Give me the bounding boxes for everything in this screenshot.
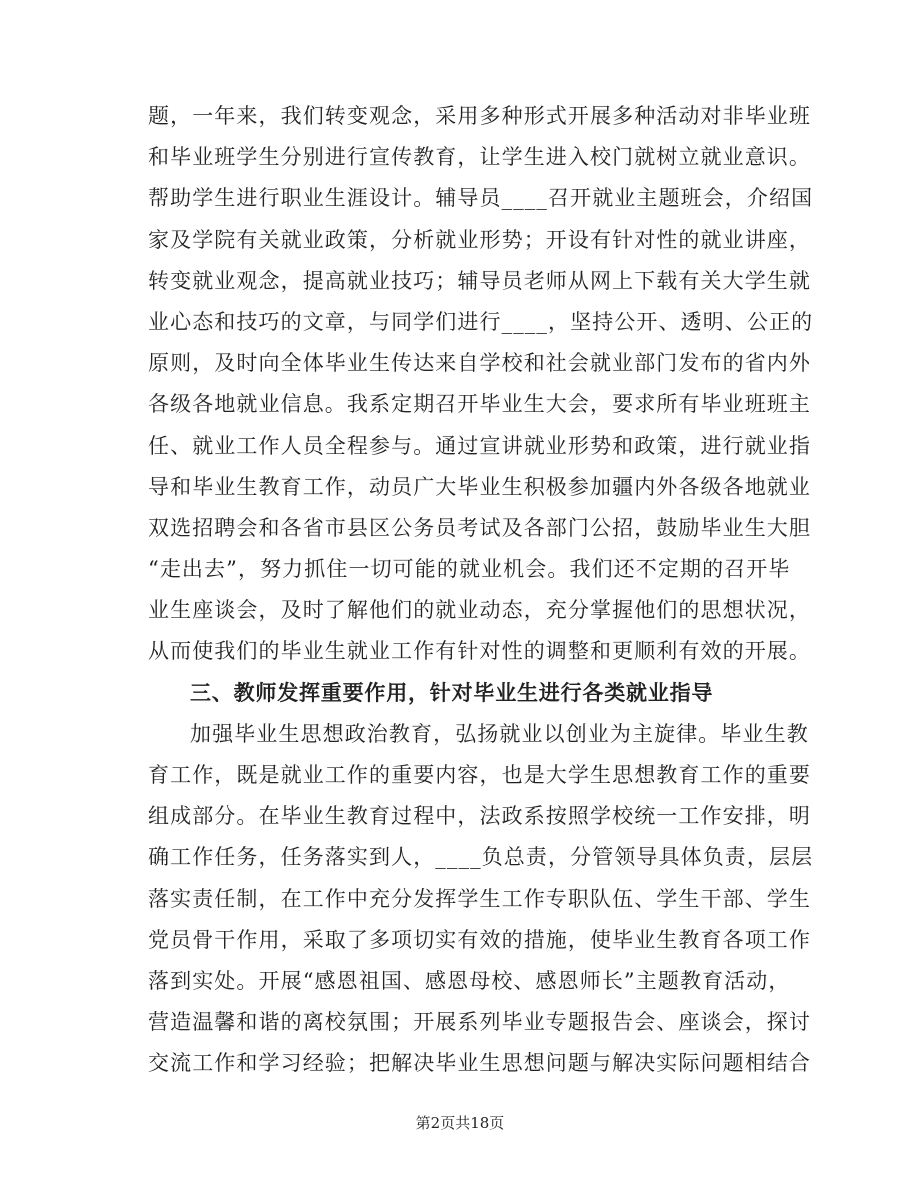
body-line: 育工作，既是就业工作的重要内容，也是大学生思想教育工作的重要 xyxy=(148,763,811,787)
body-line: 营造温馨和谐的离校氛围；开展系列毕业专题报告会、座谈会，探讨 xyxy=(148,1010,811,1035)
body-line: 组成部分。在毕业生教育过程中，法政系按照学校统一工作安排，明 xyxy=(148,804,811,829)
section-heading: 三、教师发挥重要作用，针对毕业生进行各类就业指导 xyxy=(190,680,714,705)
body-line: 落实责任制，在工作中充分发挥学生工作专职队伍、学生干部、学生 xyxy=(148,886,811,911)
body-line: 业生座谈会，及时了解他们的就业动态，充分掌握他们的思想状况， xyxy=(148,598,811,623)
page-number: 第2页共18页 xyxy=(415,1114,505,1132)
body-line: 导和毕业生教育工作，动员广大毕业生积极参加疆内外各级各地就业 xyxy=(148,474,811,499)
body-line: 落到实处。开展“感恩祖国、感恩母校、感恩师长”主题教育活动， xyxy=(148,968,791,993)
document-body xyxy=(148,96,814,1085)
body-line: 从而使我们的毕业生就业工作有针对性的调整和更顺利有效的开展。 xyxy=(148,639,811,664)
body-line: 各级各地就业信息。我系定期召开毕业生大会，要求所有毕业班班主 xyxy=(148,392,811,417)
body-line: 题，一年来，我们转变观念，采用多种形式开展多种活动对非毕业班 xyxy=(148,104,811,128)
body-line: 交流工作和学习经验；把解决毕业生思想问题与解决实际问题相结合 xyxy=(148,1051,811,1076)
body-line: 帮助学生进行职业生涯设计。辅导员____召开就业主题班会，介绍国 xyxy=(148,186,814,211)
body-line: 业心态和技巧的文章，与同学们进行____，坚持公开、透明、公正的 xyxy=(148,309,814,334)
body-line: 家及学院有关就业政策，分析就业形势；开设有针对性的就业讲座， xyxy=(148,227,811,252)
body-line: 双选招聘会和各省市县区公务员考试及各部门公招，鼓励毕业生大胆 xyxy=(148,515,811,540)
body-line: 确工作任务，任务落实到人，____负总责，分管领导具体负责，层层 xyxy=(148,845,814,870)
body-line: 转变就业观念，提高就业技巧；辅导员老师从网上下载有关大学生就 xyxy=(148,268,811,293)
body-line: “走出去”，努力抓住一切可能的就业机会。我们还不定期的召开毕 xyxy=(148,557,791,582)
body-line: 加强毕业生思想政治教育，弘扬就业以创业为主旋律。毕业生教 xyxy=(190,721,809,746)
body-line: 原则，及时向全体毕业生传达来自学校和社会就业部门发布的省内外 xyxy=(148,351,811,376)
body-line: 党员骨干作用，采取了多项切实有效的措施，使毕业生教育各项工作 xyxy=(148,927,811,952)
body-line: 任、就业工作人员全程参与。通过宣讲就业形势和政策，进行就业指 xyxy=(148,433,811,458)
body-line: 和毕业班学生分别进行宣传教育，让学生进入校门就树立就业意识。 xyxy=(148,145,811,170)
